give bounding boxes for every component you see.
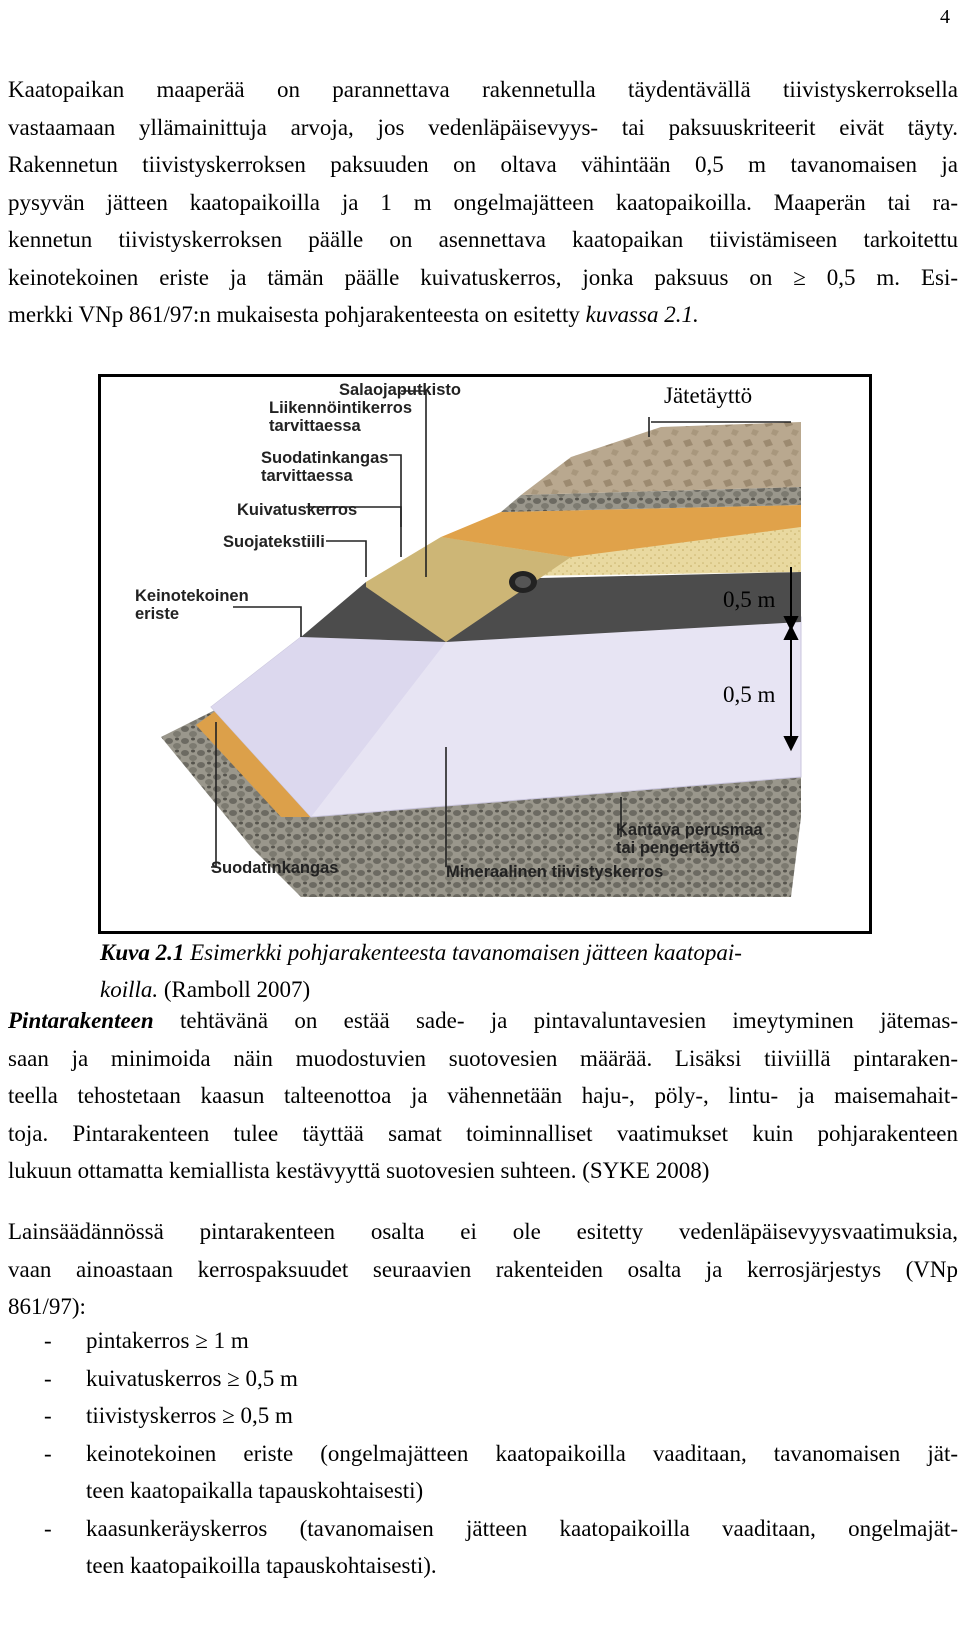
list-item-text: kaasunkeräyskerros (tavanomaisen jätteen kaatopaikoilla vaaditaan, ongelmajät-: [86, 1515, 958, 1541]
list-dash: -: [44, 1365, 52, 1391]
label-eriste: eriste: [135, 605, 180, 623]
label-keinotekoinen: Keinotekoinen: [135, 587, 249, 605]
list-item: [8, 1435, 958, 1510]
label-dim-2: 0,5 m: [723, 682, 776, 707]
label-mineraalinen: Mineraalinen tiivistyskerros: [446, 863, 664, 881]
paragraph-legislation: [8, 1213, 958, 1326]
list-dash: -: [44, 1328, 52, 1353]
text-line: keinotekoinen eriste ja tämän päälle kuivatuskerros, jonka paksuus on ≥ 0,5 m. Esi-: [8, 264, 958, 290]
list-item-text: tiivistyskerros ≥ 0,5 m: [86, 1403, 293, 1428]
caption-text: Esimerkki pohjarakenteesta tavanomaisen jätteen kaatopai-: [184, 940, 742, 965]
cross-section-illustration: [101, 377, 869, 931]
label-suodatinkangas-top: Suodatinkangas: [261, 449, 389, 467]
label-suojatekstiili: Suojatekstiili: [223, 533, 325, 551]
page-number: 4: [940, 6, 950, 28]
label-kuivatuskerros: Kuivatuskerros: [237, 501, 358, 519]
drain-pipe-inner: [515, 576, 531, 588]
text-line: saan ja minimoida näin muodostuvien suotovesien määrää. Lisäksi tiiviillä pintaraken-: [8, 1045, 958, 1071]
caption-line: [100, 934, 860, 971]
list-item-text: keinotekoinen eriste (ongelmajätteen kaatopaikoilla vaaditaan, tavanomaisen jät-: [86, 1440, 958, 1466]
list-dash: -: [44, 1403, 52, 1428]
label-suodatinkangas-bottom: Suodatinkangas: [211, 859, 339, 877]
layer-requirements-list: [8, 1322, 958, 1585]
figure-landfill-base-structure: [98, 374, 872, 934]
text-line: pysyvän jätteen kaatopaikoilla ja 1 m ongelmajätteen kaatopaikoilla. Maaperän tai ra-: [8, 189, 958, 215]
figure-reference: kuvassa 2.1.: [585, 302, 699, 327]
list-item-text: teen kaatopaikalla tapauskohtaisesti): [86, 1478, 424, 1503]
label-dim-1: 0,5 m: [723, 587, 776, 612]
label-tarvittaessa-2: tarvittaessa: [261, 467, 353, 485]
text-line: [8, 296, 958, 334]
label-kantava-2: tai pengertäyttö: [616, 839, 740, 857]
figure-caption: [100, 934, 860, 1008]
label-jatetaytto: Jätetäyttö: [664, 383, 753, 408]
text-line: vastaamaan yllämainittuja arvoja, jos vedenläpäisevyys- tai paksuuskriteerit eivät täyty.: [8, 114, 958, 140]
caption-label: Kuva 2.1: [100, 940, 185, 965]
caption-text: koilla.: [100, 977, 159, 1002]
list-item: [8, 1397, 958, 1435]
paragraph-surface-structure: [8, 1002, 958, 1190]
text-line: teella tehostetaan kaasun talteenottoa ja vähennetään haju-, pöly-, lintu- ja maisemahait-: [8, 1083, 958, 1108]
list-item: [8, 1322, 958, 1360]
caption-source: (Ramboll 2007): [158, 977, 311, 1002]
list-item-text: teen kaatopaikoilla tapauskohtaisesti).: [86, 1553, 437, 1578]
text-line: 861/97):: [8, 1294, 86, 1319]
label-tarvittaessa-1: tarvittaessa: [269, 417, 361, 435]
label-salaojaputkisto: Salaojaputkisto: [339, 381, 461, 399]
list-item: [8, 1510, 958, 1585]
label-kantava-1: Kantava perusmaa: [616, 821, 763, 839]
list-dash: -: [44, 1515, 52, 1541]
list-item: [8, 1360, 958, 1398]
list-dash: -: [44, 1440, 52, 1466]
text-line: Kaatopaikan maaperää on parannettava rakennetulla täydentävällä tiivistyskerroksella: [8, 77, 958, 102]
list-item-text: kuivatuskerros ≥ 0,5 m: [86, 1365, 298, 1391]
text-line: Lainsäädännössä pintarakenteen osalta ei ole esitetty vedenläpäisevyysvaatimuksia,: [8, 1219, 958, 1244]
list-item-text: pintakerros ≥ 1 m: [86, 1328, 249, 1353]
text-line: vaan ainoastaan kerrospaksuudet seuraavien rakenteiden osalta ja kerrosjärjestys (VNp: [8, 1256, 958, 1282]
label-liikennointikerros: Liikennöintikerros: [269, 399, 413, 417]
waste-fill: [521, 422, 801, 495]
text-line: Rakennetun tiivistyskerroksen paksuuden on oltava vähintään 0,5 m tavanomaisen ja: [8, 152, 958, 177]
text-fragment: tehtävänä on estää sade- ja pintavaluntavesien imeytyminen jätemas-: [153, 1008, 958, 1033]
text-line: [8, 1002, 958, 1040]
term-pintarakenteen: Pintarakenteen: [8, 1008, 154, 1033]
text-line: lukuun ottamatta kemiallista kestävyyttä suotovesien suhteen. (SYKE 2008): [8, 1158, 710, 1183]
text-fragment: merkki VNp 861/97:n mukaisesta pohjarakenteesta on esitetty: [8, 302, 586, 327]
text-line: toja. Pintarakenteen tulee täyttää samat toiminnalliset vaatimukset kuin pohjarakenteen: [8, 1120, 958, 1146]
paragraph-intro: [8, 71, 958, 334]
text-line: kennetun tiivistyskerroksen päälle on asennettava kaatopaikan tiivistämiseen tarkoitettu: [8, 227, 958, 252]
